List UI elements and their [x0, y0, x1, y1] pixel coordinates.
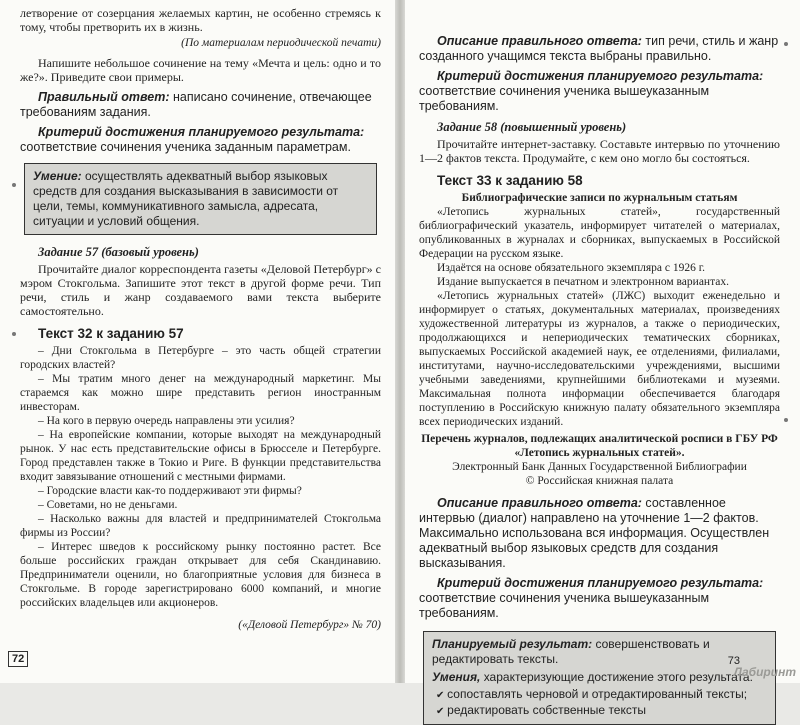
skill-text: осуществлять адекватный выбор языковых средств для создания высказывания в зависимости от цели, темы, коммуникативного замысла, адресата, ситуации и условий общения.: [33, 169, 339, 228]
skill-label: Умение:: [33, 169, 82, 183]
task57-title: Задание 57 (базовый уровень): [38, 245, 199, 259]
binding-hole: [784, 418, 788, 422]
biblio-paragraph: Издаётся на основе обязательного экземпляра с 1926 г.: [437, 262, 706, 274]
dialog-line: – На кого в первую очередь направлены эти усилия?: [38, 415, 295, 427]
right-page: [405, 0, 800, 717]
intro-paragraph: летворение от созерцания желаемых картин, не особенно стремясь к тому, чтобы претворить их в жизнь.: [20, 6, 381, 34]
biblio-heading: Библиографические записи по журнальным статьям: [461, 192, 738, 204]
data-bank-line: Электронный Банк Данных Государственной Библиографии: [452, 461, 747, 473]
dialog-line: – Дни Стокгольма в Петербурге – это часть общей стратегии городских властей?: [20, 345, 381, 371]
text32-title: Текст 32 к заданию 57: [38, 326, 184, 341]
criterion-1: [419, 69, 780, 114]
planned-result-label: Планируемый результат:: [432, 637, 593, 651]
correct-answer: [20, 90, 381, 120]
dialog-line: – На европейские компании, которые выходят на международный рынок. У нас есть представительские офисы в Брюсселе и Петербурге. Город представлен также в Токио и Риге. В функции представительства входит завязывание отношений с местными фирмами.: [20, 429, 381, 483]
source-note: (По материалам периодической печати): [181, 37, 381, 49]
left-page: [0, 0, 395, 683]
criterion-1-text: соответствие сочинения ученика вышеуказанным требованиям.: [419, 84, 710, 113]
skills-list-item: ✔ сопоставлять черновой и отредактированный тексты;: [436, 687, 767, 703]
task58-title: Задание 58 (повышенный уровень): [437, 120, 627, 134]
dialog-line: – Советами, но не деньгами.: [38, 499, 178, 511]
task58-text: Прочитайте интернет-заставку. Составьте интервью по уточнению 1—2 фактов текста. Продумайте, с кем оно могло бы состояться.: [419, 137, 780, 165]
dialog-line: – Городские власти как-то поддерживают эти фирмы?: [38, 485, 302, 497]
skills-list-item: ✔ редактировать собственные тексты: [436, 703, 767, 719]
criterion: [20, 125, 381, 155]
text33-title: Текст 33 к заданию 58: [437, 173, 583, 188]
planned-result-text: совершенствовать и редактировать тексты.: [432, 637, 710, 666]
task57-text: Прочитайте диалог корреспондента газеты «Деловой Петербург» с мэром Стокгольма. Запишите этот текст в другой форме речи. Тип речи, стиль и жанр создаваемого вами текста выберите самостоятельно.: [20, 262, 381, 318]
skills-text: характеризующие достижение этого результата:: [480, 670, 753, 684]
biblio-paragraph: «Летопись журнальных статей» (ЛЖС) выходит еженедельно и информирует о статьях, документальных материалах, произведениях художественной литературы из журналов, а также о периодических, продолжающихся и непериодических тематических сборниках, выпускаемых Российской академией наук, ее отделениями, филиалами, институтами, научно-исследовательскими учреждениями, высшими учебными заведениями, крупнейшими библиотеками и музеями. Максимальная полнота информации обеспечивается благодаря поступлению в Российскую книжную палату обязательного экземпляра всех периодических изданий.: [419, 290, 780, 428]
planned-result-box: [423, 631, 776, 725]
answer-description-2-text: составленное интервью (диалог) направлено на уточнение 1—2 фактов. Максимально использована вся информация. Осуществлен адекватный выбор языковых средств для создания высказывания.: [419, 496, 770, 570]
dialog-line: – Насколько важны для властей и предпринимателей Стокгольма фирмы из России?: [20, 513, 381, 539]
book-spine: [395, 0, 405, 683]
page-number-right: 73: [727, 655, 740, 667]
criterion-2-label: Критерий достижения планируемого результата:: [437, 576, 764, 590]
skills-line: [432, 670, 767, 685]
answer-description-text: тип речи, стиль и жанр созданного учащимся текста выбраны правильно.: [419, 34, 779, 63]
binding-hole: [784, 42, 788, 46]
dialog-line: – Мы тратим много денег на международный маркетинг. Мы стараемся как можно шире представить регион иностранным инвесторам.: [20, 373, 381, 413]
skills-label: Умения,: [432, 670, 481, 684]
copyright-line: © Российская книжная палата: [525, 475, 674, 487]
answer-description: [419, 34, 780, 64]
dialog-line: – Интерес шведов к российскому рынку постоянно растет. Все больше российских граждан открывает для себя Скандинавию. Предприниматели оценили, но благоприятные условия для бизнеса в Стокгольме. В городе зарегистрировано 6000 компаний, и многие российских владельцев или акционеров.: [20, 541, 381, 609]
binding-hole: [12, 183, 16, 187]
correct-answer-text: написано сочинение, отвечающее требованиям задания.: [20, 90, 372, 119]
skills-list: [436, 687, 767, 719]
answer-description-2: [419, 496, 780, 571]
journal-list-heading: Перечень журналов, подлежащих аналитической росписи в ГБУ РФ «Летопись журнальных статей».: [421, 433, 778, 459]
skill-box: [24, 163, 377, 235]
biblio-paragraph: Издание выпускается в печатном и электронном вариантах.: [437, 276, 729, 288]
answer-description-2-label: Описание правильного ответа:: [437, 496, 642, 510]
criterion-label: Критерий достижения планируемого результата:: [38, 125, 365, 139]
answer-description-label: Описание правильного ответа:: [437, 34, 642, 48]
dialog-source: («Деловой Петербург» № 70): [238, 619, 381, 631]
correct-answer-label: Правильный ответ:: [38, 90, 170, 104]
biblio-paragraph: «Летопись журнальных статей», государственный библиографический указатель, информирует читателей о материалах, опубликованных в журналах и сборниках, выпускаемых в Российской Федерации на русском языке.: [419, 206, 780, 260]
page-number-left: 72: [8, 651, 28, 667]
criterion-1-label: Критерий достижения планируемого результата:: [437, 69, 764, 83]
essay-task: Напишите небольшое сочинение на тему «Мечта и цель: одно и то же?». Приведите свои примеры.: [20, 56, 381, 84]
binding-hole: [12, 332, 16, 336]
watermark-logo: Лабиринт: [733, 665, 796, 679]
planned-result: [432, 637, 767, 667]
criterion-2: [419, 576, 780, 621]
criterion-2-text: соответствие сочинения ученика вышеуказанным требованиям.: [419, 591, 710, 620]
criterion-text: соответствие сочинения ученика заданным параметрам.: [20, 140, 351, 154]
